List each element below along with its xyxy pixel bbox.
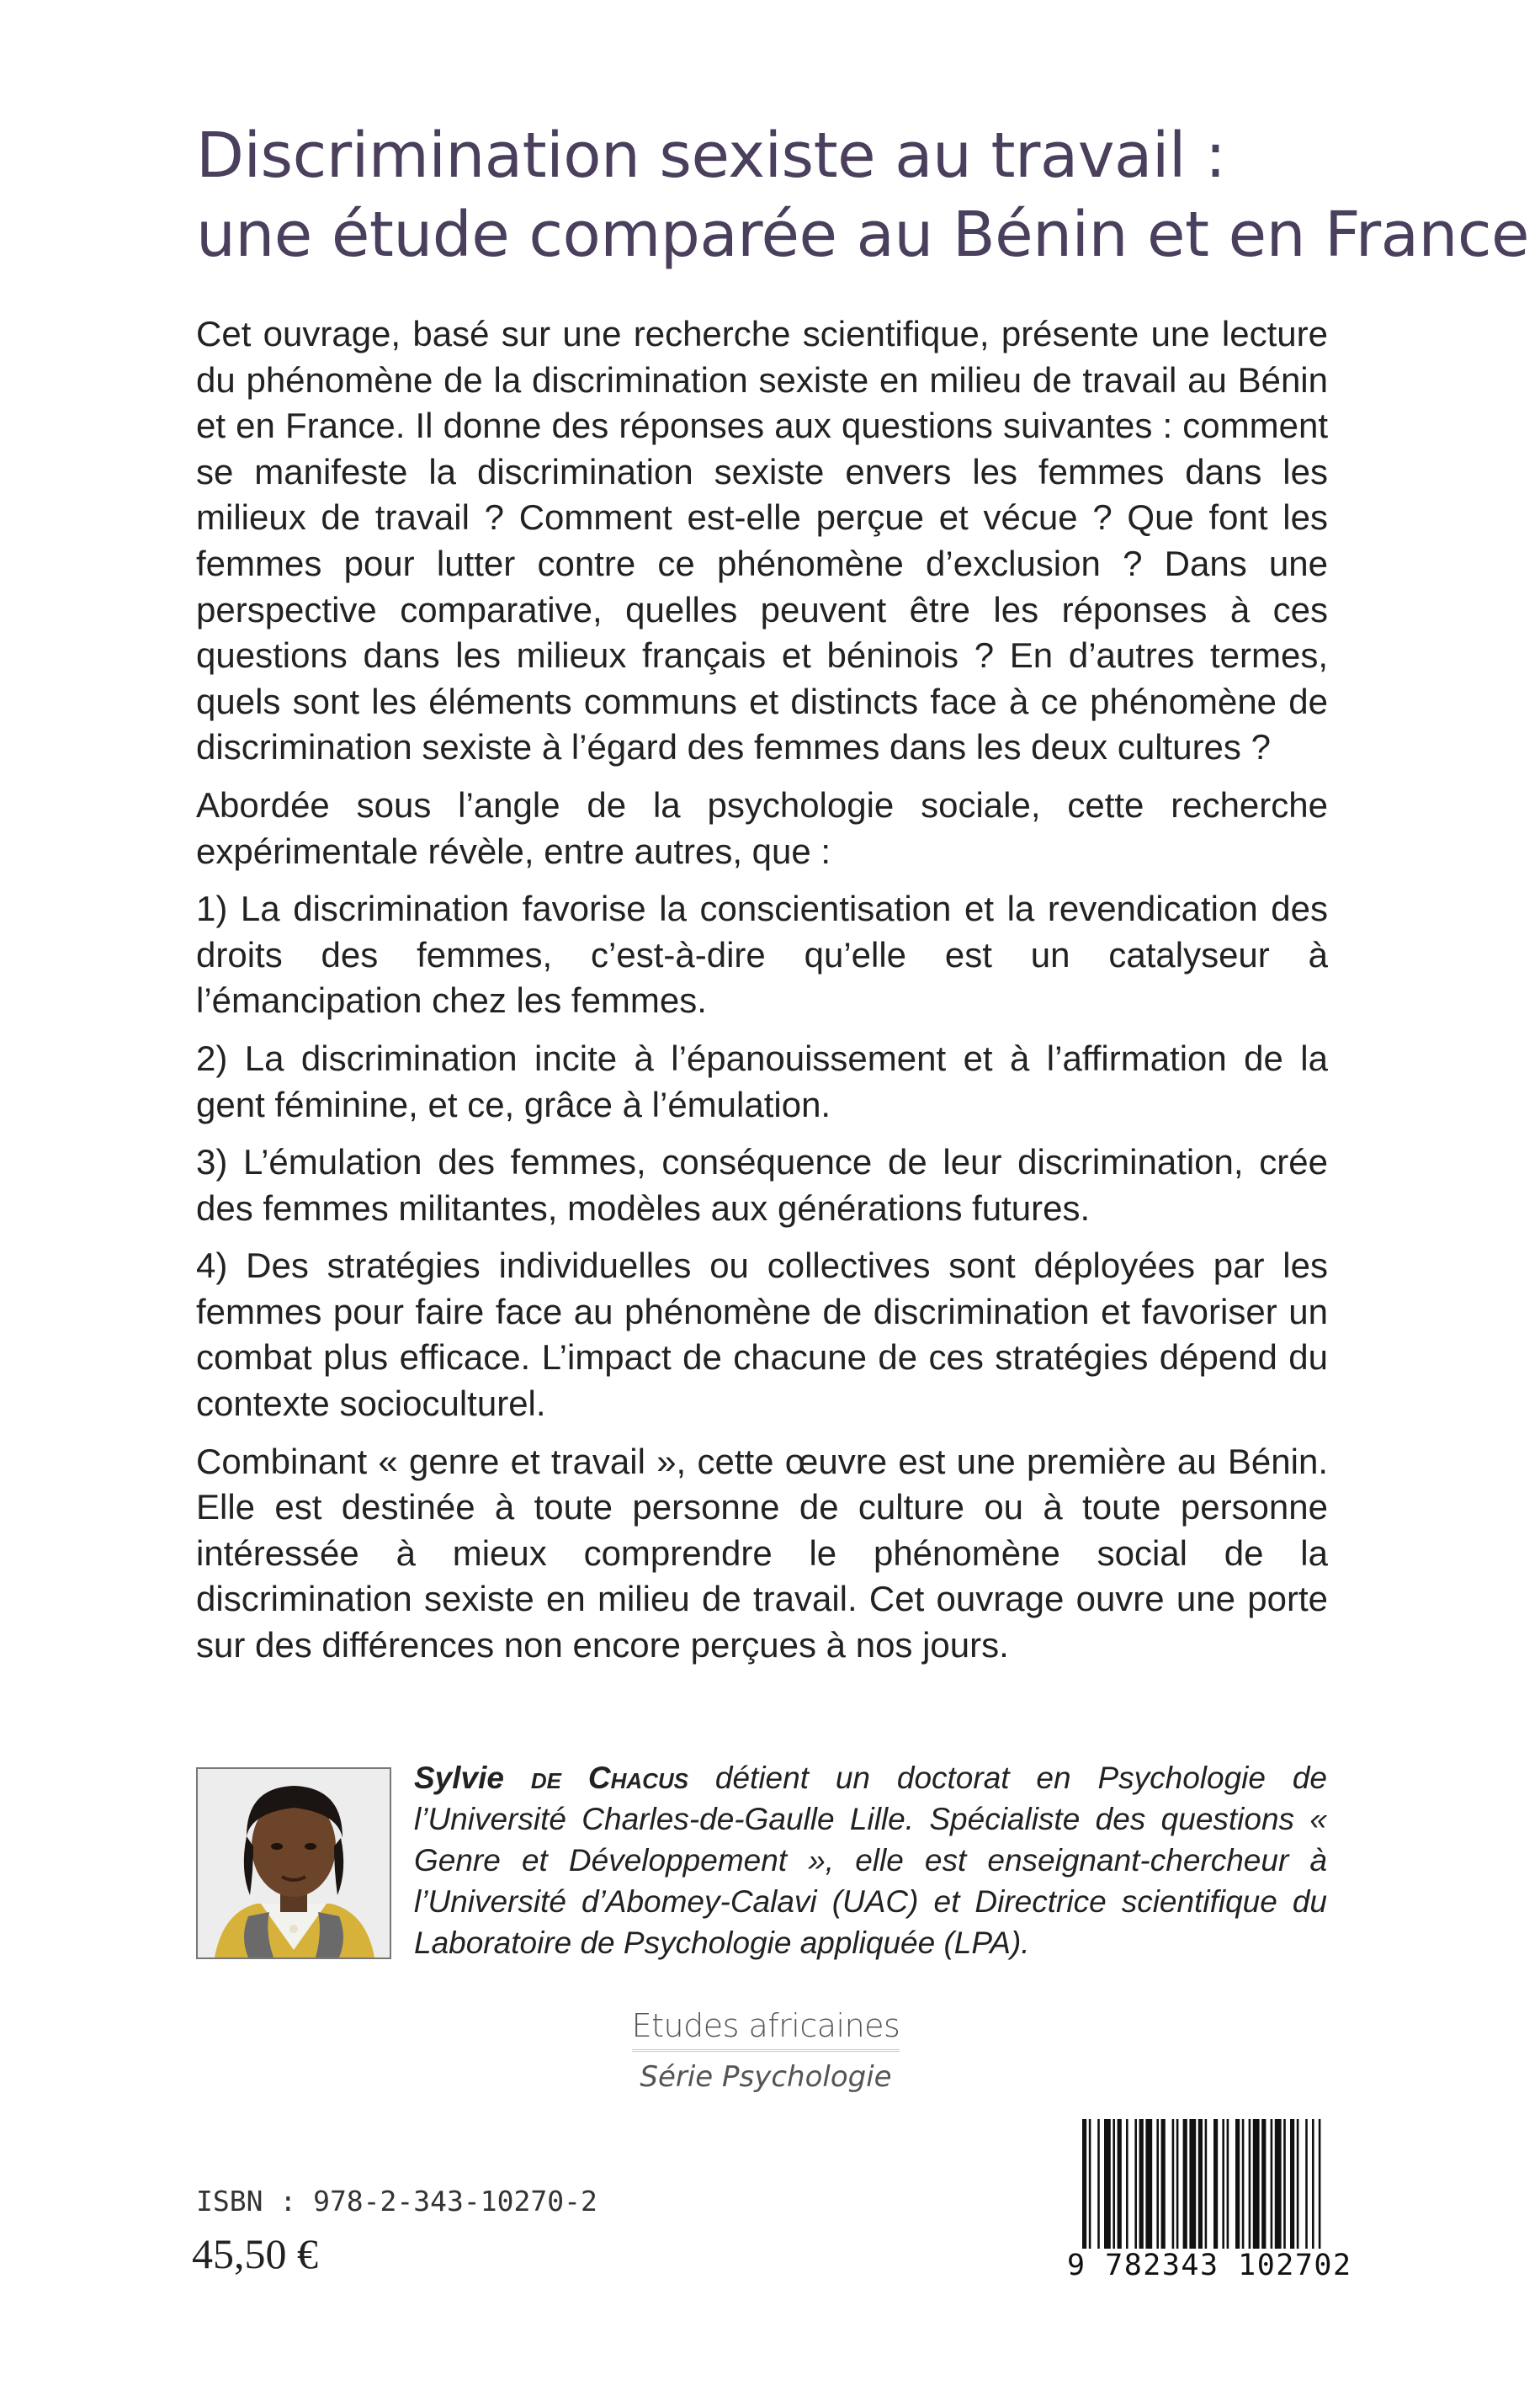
collection-name: Etudes africaines xyxy=(632,2007,900,2052)
barcode-bar xyxy=(1205,2119,1208,2252)
collection-series: Série Psychologie xyxy=(640,2060,892,2094)
barcode-bar xyxy=(1198,2119,1203,2252)
barcode-bar xyxy=(1126,2119,1128,2252)
finding-2: 2) La discrimination incite à l’épanouissement et à l’affirmation de la gent féminine, et ce, grâce à l’émulation. xyxy=(196,1038,1328,1124)
barcode-bar xyxy=(1089,2119,1091,2252)
back-cover-summary xyxy=(196,311,1328,1681)
barcode-bar xyxy=(1183,2119,1187,2252)
barcode-bar xyxy=(1134,2119,1137,2252)
barcode-bar xyxy=(1242,2119,1245,2252)
barcode-bar xyxy=(1097,2119,1100,2252)
barcode-bar xyxy=(1161,2119,1166,2252)
summary-paragraph-conclusion: Combinant « genre et travail », cette œuvre est une première au Bénin. Elle est destinée à toute personne de culture ou à toute personne intéressée à mieux comprendre le phénomène social de la discrimination sexiste en milieu de travail. Cet ouvrage ouvre une porte sur des différences non encore perçues à nos jours. xyxy=(196,1441,1328,1665)
barcode-bar xyxy=(1189,2119,1196,2252)
barcode-bar xyxy=(1319,2119,1321,2252)
barcode-bar xyxy=(1253,2119,1260,2252)
barcode-bar xyxy=(1145,2119,1152,2252)
barcode-bar xyxy=(1297,2119,1299,2252)
summary-paragraph-intro: Cet ouvrage, basé sur une recherche scientifique, présente une lecture du phénomène de la discrimination sexiste en milieu de travail au Bénin et en France. Il donne des réponses aux questions suivantes : comment se manifeste la discrimination sexiste envers les femmes dans les milieux de travail ? Comment est-elle perçue et vécue ? Que font les femmes pour lutter contre ce phénomène d’exclusion ? Dans une perspective comparative, quelles peuvent être les réponses à ces questions dans les milieux français et béninois ? En d’autres termes, quels sont les éléments communs et distincts face à ce phénomène de discrimination sexiste à l’égard des femmes dans les deux cultures ? xyxy=(196,314,1328,768)
barcode xyxy=(1067,2119,1352,2287)
barcode-bar xyxy=(1156,2119,1159,2252)
barcode-bar xyxy=(1082,2119,1086,2252)
barcode-bars xyxy=(1067,2119,1328,2254)
barcode-bar xyxy=(1104,2119,1111,2252)
barcode-digits: 9 782343 102702 xyxy=(1067,2249,1352,2282)
title-line-2: une étude comparée au Bénin et en France xyxy=(196,199,1530,271)
barcode-bar xyxy=(1283,2119,1286,2252)
barcode-bar xyxy=(1312,2119,1314,2252)
author-last-name: de Chacus xyxy=(530,1761,689,1795)
summary-paragraph-approach: Abordée sous l’angle de la psychologie sociale, cette recherche expérimentale révèle, entre autres, que : xyxy=(196,784,1328,871)
author-biography xyxy=(414,1757,1327,1963)
barcode-bar xyxy=(1118,2119,1122,2252)
barcode-bar xyxy=(1176,2119,1179,2252)
barcode-bar xyxy=(1290,2119,1294,2252)
barcode-bar xyxy=(1113,2119,1115,2252)
barcode-bar xyxy=(1275,2119,1282,2252)
barcode-bar xyxy=(1213,2119,1218,2252)
price: 45,50 € xyxy=(192,2230,318,2277)
barcode-bar xyxy=(1139,2119,1144,2252)
author-bio-text: détient un doctorat en Psychologie de l’Université Charles-de-Gaulle Lille. Spécialiste des questions « Genre et Développement », elle est enseignant-chercheur à l’Université d’Abomey-Calavi (UAC) et Directrice scientifique du Laboratoire de Psychologie appliquée (LPA). xyxy=(414,1761,1327,1960)
finding-1: 1) La discrimination favorise la conscientisation et la revendication des droits des femmes, c’est-à-dire qu’elle est un catalyseur à l’émancipation chez les femmes. xyxy=(196,889,1328,1021)
barcode-bar xyxy=(1305,2119,1308,2252)
barcode-bar xyxy=(1172,2119,1175,2252)
barcode-bar xyxy=(1222,2119,1224,2252)
barcode-bar xyxy=(1261,2119,1266,2252)
collection-block xyxy=(623,2007,909,2094)
isbn: ISBN : 978-2-343-10270-2 xyxy=(196,2185,597,2218)
finding-3: 3) L’émulation des femmes, conséquence de leur discrimination, crée des femmes militantes, modèles aux générations futures. xyxy=(196,1142,1328,1228)
barcode-bar xyxy=(1235,2119,1240,2252)
author-photo xyxy=(196,1767,391,1959)
author-first-name: Sylvie xyxy=(414,1761,504,1795)
title-line-1: Discrimination sexiste au travail : xyxy=(196,120,1226,192)
barcode-bar xyxy=(1249,2119,1251,2252)
book-title xyxy=(196,116,1530,274)
barcode-bar xyxy=(1271,2119,1273,2252)
barcode-bar xyxy=(1227,2119,1229,2252)
author-portrait-illustration xyxy=(198,1769,390,1957)
finding-4: 4) Des stratégies individuelles ou collectives sont déployées par les femmes pour faire face au phénomène de discrimination et favoriser un combat plus efficace. L’impact de chacune de ces stratégies dépend du contexte socioculturel. xyxy=(196,1246,1328,1424)
